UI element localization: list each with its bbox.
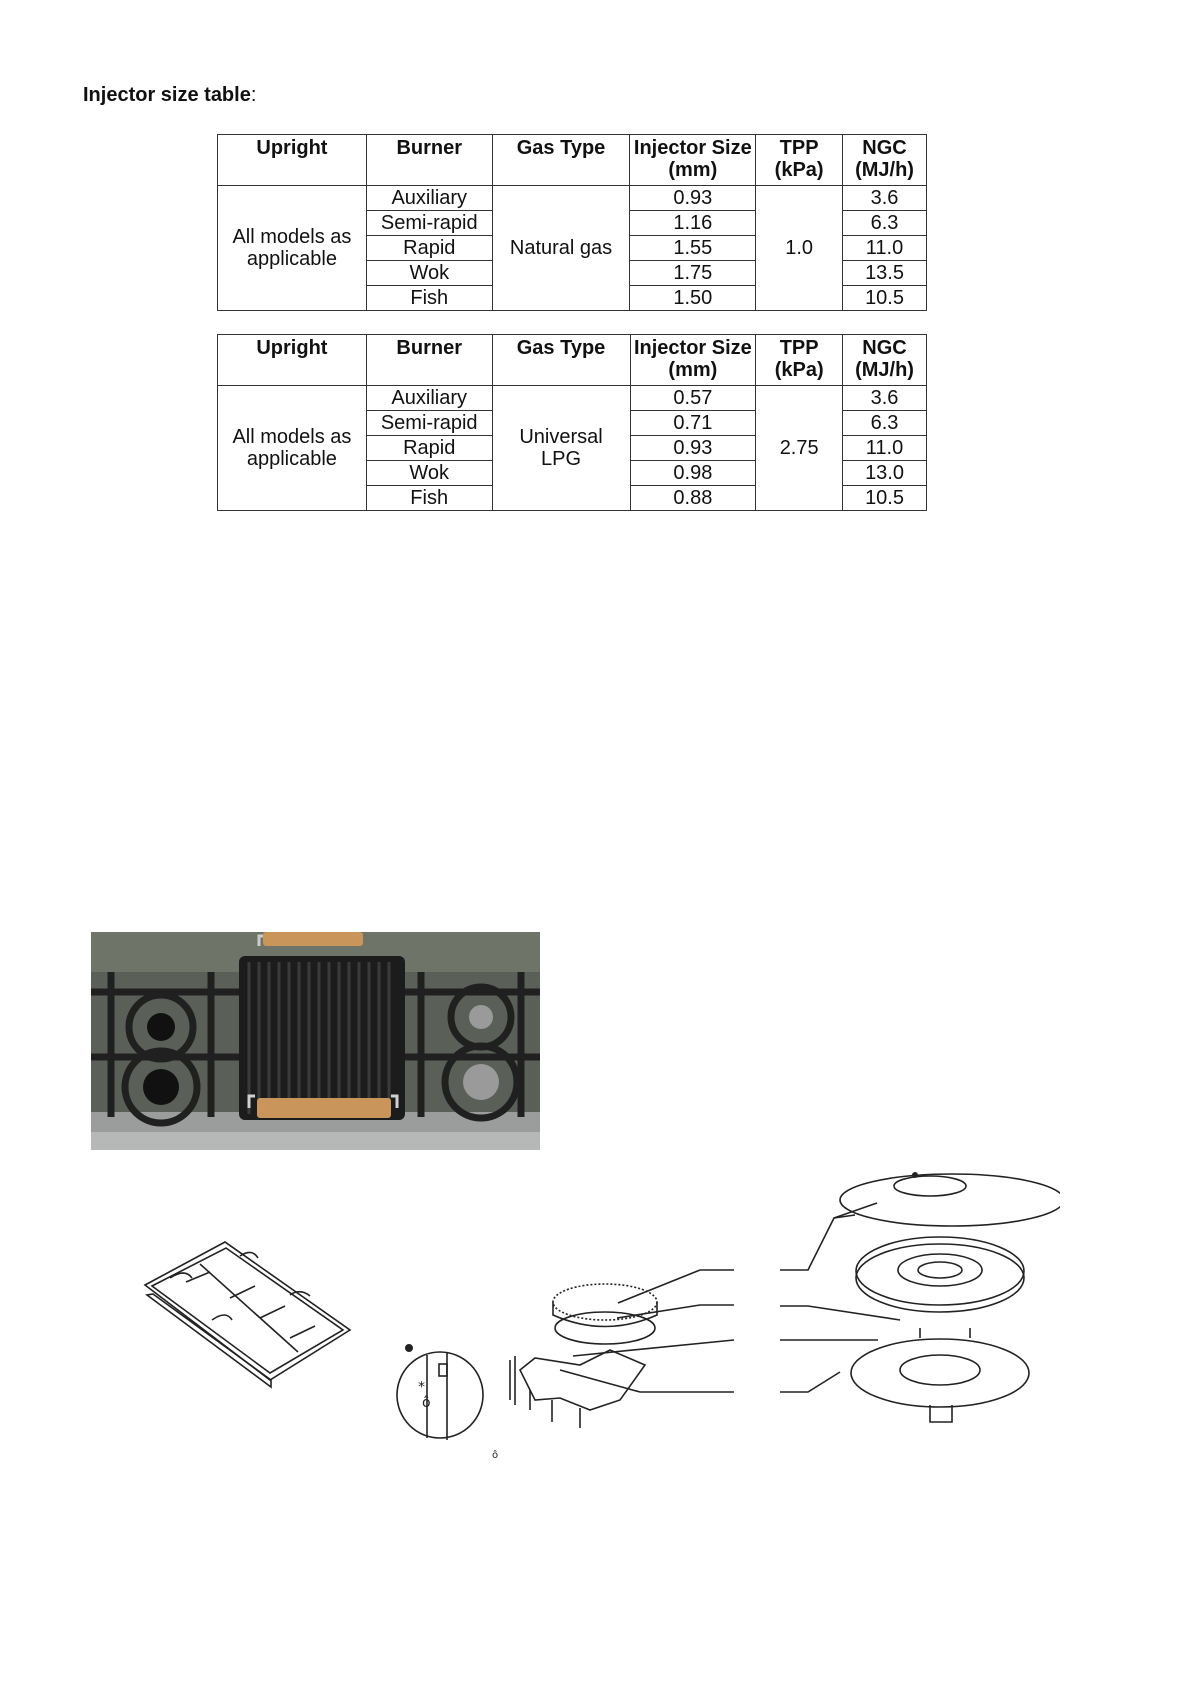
ngc-cell: 11.0 <box>843 236 927 261</box>
header-upright: Upright <box>218 335 367 386</box>
header-tpp: TPP (kPa) <box>756 135 843 186</box>
burner-cell: Rapid <box>366 236 492 261</box>
injector-cell: 1.75 <box>630 261 756 286</box>
burner-cell: Semi-rapid <box>366 211 492 236</box>
burner-cell: Wok <box>366 261 492 286</box>
injector-cell: 0.93 <box>630 186 756 211</box>
pan-support-drawing <box>145 1242 350 1387</box>
header-burner: Burner <box>366 335 492 386</box>
header-injector-size: Injector Size (mm) <box>630 135 756 186</box>
svg-text:⁎: ⁎ <box>418 1375 425 1391</box>
burner-exploded-diagram <box>140 1160 1060 1490</box>
small-burner-drawing <box>510 1284 657 1428</box>
ngc-cell: 6.3 <box>843 211 927 236</box>
ngc-cell: 13.5 <box>843 261 927 286</box>
ngc-cell: 11.0 <box>843 436 927 461</box>
injector-cell: 0.71 <box>630 411 756 436</box>
burner-cell: Fish <box>366 286 492 311</box>
ngc-cell: 13.0 <box>843 461 927 486</box>
large-burner-drawing <box>840 1174 1060 1422</box>
injector-table-natural-gas <box>217 134 927 311</box>
injector-cell: 1.55 <box>630 236 756 261</box>
leader-lines <box>560 1203 900 1392</box>
header-gas-type: Gas Type <box>492 335 630 386</box>
table-header-row <box>218 135 927 186</box>
table-row <box>218 186 927 211</box>
tpp-cell: 2.75 <box>756 386 843 511</box>
grill-plate-photo <box>91 932 540 1150</box>
upright-cell: All models as applicable <box>218 186 367 311</box>
injector-cell: 0.93 <box>630 436 756 461</box>
burner-cell: Auxiliary <box>366 186 492 211</box>
injector-cell: 0.57 <box>630 386 756 411</box>
ngc-cell: 10.5 <box>843 286 927 311</box>
header-gas-type: Gas Type <box>492 135 630 186</box>
injector-cell: 0.88 <box>630 486 756 511</box>
svg-text:ô: ô <box>422 1395 431 1411</box>
table-row <box>218 386 927 411</box>
injector-cell: 0.98 <box>630 461 756 486</box>
ngc-cell: 10.5 <box>843 486 927 511</box>
burner-cell: Wok <box>366 461 492 486</box>
burner-cell: Auxiliary <box>366 386 492 411</box>
header-burner: Burner <box>366 135 492 186</box>
header-ngc: NGC (MJ/h) <box>843 335 927 386</box>
burner-cell: Fish <box>366 486 492 511</box>
tpp-cell: 1.0 <box>756 186 843 311</box>
page-heading <box>83 84 256 107</box>
control-knob-drawing <box>397 1352 483 1440</box>
injector-cell: 1.50 <box>630 286 756 311</box>
table-header-row <box>218 335 927 386</box>
upright-cell: All models as applicable <box>218 386 367 511</box>
header-ngc: NGC (MJ/h) <box>843 135 927 186</box>
svg-text:ô: ô <box>492 1450 499 1461</box>
ngc-cell: 6.3 <box>843 411 927 436</box>
gas-type-cell: Universal LPG <box>492 386 630 511</box>
header-injector-size: Injector Size (mm) <box>630 335 756 386</box>
injector-table-lpg <box>217 334 927 511</box>
header-upright: Upright <box>218 135 367 186</box>
ngc-cell: 3.6 <box>843 386 927 411</box>
gas-type-cell: Natural gas <box>492 186 630 311</box>
injector-cell: 1.16 <box>630 211 756 236</box>
burner-cell: Semi-rapid <box>366 411 492 436</box>
heading-colon: : <box>250 84 257 106</box>
burner-cell: Rapid <box>366 436 492 461</box>
heading-title: Injector size table <box>83 84 251 106</box>
ngc-cell: 3.6 <box>843 186 927 211</box>
header-tpp: TPP (kPa) <box>756 335 843 386</box>
